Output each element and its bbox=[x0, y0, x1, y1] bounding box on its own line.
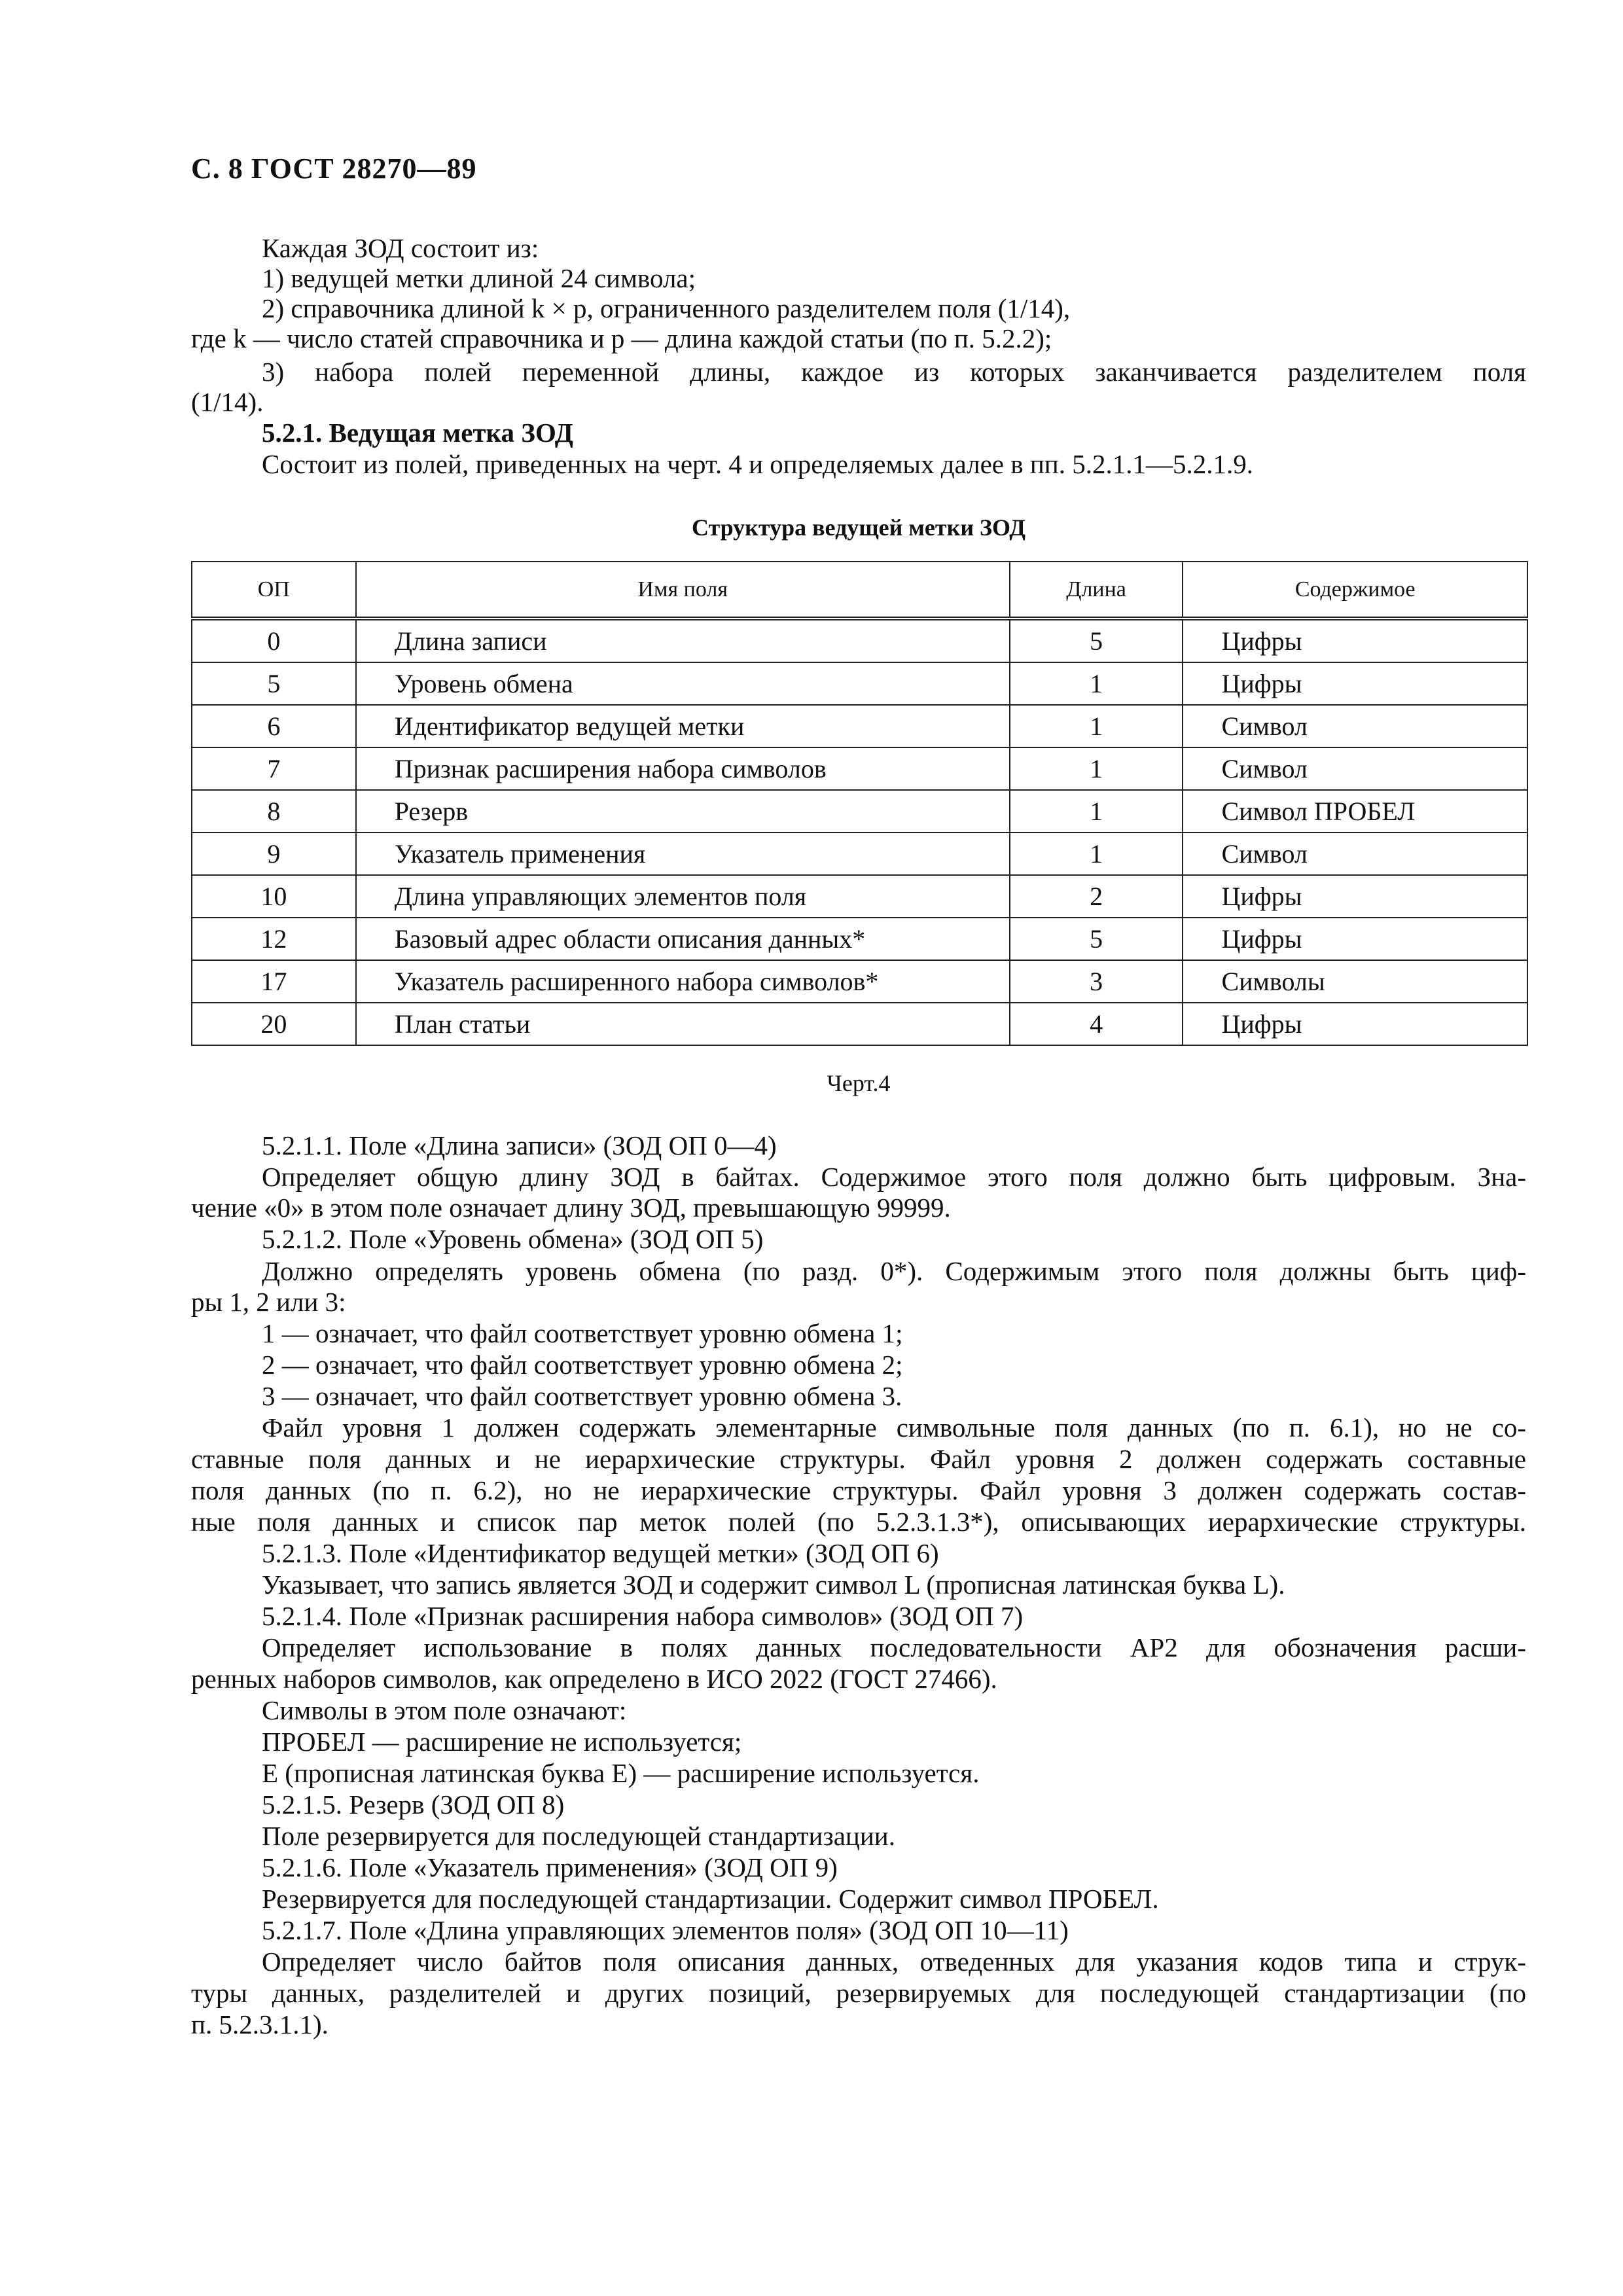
paragraph-line: (1/14). bbox=[191, 387, 264, 417]
table-row bbox=[192, 790, 1527, 833]
paragraph-line: ренных наборов символов, как определено в ИСО 2022 (ГОСТ 27466). bbox=[191, 1664, 997, 1694]
section-heading: 5.2.1.4. Поле «Признак расширения набора символов» (ЗОД ОП 7) bbox=[262, 1601, 1024, 1631]
section-heading: 5.2.1.6. Поле «Указатель применения» (ЗОД ОП 9) bbox=[262, 1852, 838, 1882]
cell-op: 0 bbox=[192, 619, 356, 662]
paragraph-line: Определяет число байтов поля описания данных, отведенных для указания кодов типа и струк- bbox=[262, 1946, 1526, 1977]
section-heading: 5.2.1.7. Поле «Длина управляющих элементов поля» (ЗОД ОП 10—11) bbox=[262, 1915, 1069, 1945]
paragraph-line: Определяет общую длину ЗОД в байтах. Содержимое этого поля должно быть цифровым. Зна- bbox=[262, 1162, 1526, 1192]
paragraph-line: ставные поля данных и не иерархические структуры. Файл уровня 2 должен содержать составные bbox=[191, 1444, 1526, 1474]
column-header-op: ОП bbox=[192, 562, 356, 619]
cell-field-name: Признак расширения набора символов bbox=[356, 747, 1010, 790]
cell-length: 1 bbox=[1010, 662, 1183, 705]
section-heading: 5.2.1.2. Поле «Уровень обмена» (ЗОД ОП 5) bbox=[262, 1224, 764, 1254]
list-item: 2) справочника длиной k × p, ограниченного разделителем поля (1/14), bbox=[262, 293, 1071, 323]
cell-content: Цифры bbox=[1183, 875, 1527, 918]
paragraph-line: Поле резервируется для последующей стандартизации. bbox=[262, 1821, 895, 1851]
cell-op: 5 bbox=[192, 662, 356, 705]
table-row bbox=[192, 747, 1527, 790]
cell-content: Символ bbox=[1183, 747, 1527, 790]
cell-op: 6 bbox=[192, 705, 356, 747]
cell-op: 12 bbox=[192, 918, 356, 960]
paragraph-line: чение «0» в этом поле означает длину ЗОД, превышающую 99999. bbox=[191, 1193, 951, 1223]
paragraph-line: Определяет использование в полях данных последовательности АР2 для обозначения расши- bbox=[262, 1632, 1526, 1662]
section-heading: 5.2.1.5. Резерв (ЗОД ОП 8) bbox=[262, 1789, 565, 1820]
cell-content: Цифры bbox=[1183, 619, 1527, 662]
cell-field-name: Указатель применения bbox=[356, 833, 1010, 875]
cell-length: 2 bbox=[1010, 875, 1183, 918]
list-item: 3 — означает, что файл соответствует уровню обмена 3. bbox=[262, 1381, 902, 1411]
paragraph-line: Должно определять уровень обмена (по разд. 0*). Содержимым этого поля должны быть циф- bbox=[262, 1256, 1526, 1286]
cell-length: 1 bbox=[1010, 705, 1183, 747]
paragraph-line: Каждая ЗОД состоит из: bbox=[262, 233, 539, 263]
paragraph-line: где k — число статей справочника и p — длина каждой статьи (по п. 5.2.2); bbox=[191, 323, 1052, 353]
cell-length: 5 bbox=[1010, 619, 1183, 662]
cell-content: Символы bbox=[1183, 960, 1527, 1003]
cell-length: 1 bbox=[1010, 747, 1183, 790]
paragraph-line: ры 1, 2 или 3: bbox=[191, 1287, 346, 1317]
cell-content: Символ ПРОБЕЛ bbox=[1183, 790, 1527, 833]
cell-op: 17 bbox=[192, 960, 356, 1003]
cell-field-name: Длина управляющих элементов поля bbox=[356, 875, 1010, 918]
table-row bbox=[192, 875, 1527, 918]
cell-field-name: Идентификатор ведущей метки bbox=[356, 705, 1010, 747]
section-heading: 5.2.1.3. Поле «Идентификатор ведущей метки» (ЗОД ОП 6) bbox=[262, 1538, 939, 1568]
paragraph-line: Файл уровня 1 должен содержать элементарные символьные поля данных (по п. 6.1), но не со- bbox=[262, 1412, 1526, 1443]
cell-op: 9 bbox=[192, 833, 356, 875]
list-item: 3) набора полей переменной длины, каждое из которых заканчивается разделителем поля bbox=[262, 357, 1526, 387]
paragraph-line: Состоит из полей, приведенных на черт. 4 и определяемых далее в пп. 5.2.1.1—5.2.1.9. bbox=[262, 449, 1253, 479]
list-item: 2 — означает, что файл соответствует уровню обмена 2; bbox=[262, 1350, 903, 1380]
figure-label: Черт.4 bbox=[827, 1070, 891, 1096]
paragraph-line: Указывает, что запись является ЗОД и содержит символ L (прописная латинская буква L). bbox=[262, 1570, 1285, 1600]
cell-field-name: План статьи bbox=[356, 1003, 1010, 1045]
cell-content: Цифры bbox=[1183, 1003, 1527, 1045]
section-heading: 5.2.1.1. Поле «Длина записи» (ЗОД ОП 0—4) bbox=[262, 1130, 777, 1160]
cell-field-name: Длина записи bbox=[356, 619, 1010, 662]
cell-field-name: Указатель расширенного набора символов* bbox=[356, 960, 1010, 1003]
list-item: 1) ведущей метки длиной 24 символа; bbox=[262, 263, 696, 293]
paragraph-line: п. 5.2.3.1.1). bbox=[191, 2009, 329, 2039]
table-row bbox=[192, 833, 1527, 875]
table-caption: Структура ведущей метки ЗОД bbox=[691, 514, 1026, 541]
column-header-length: Длина bbox=[1010, 562, 1183, 619]
cell-length: 5 bbox=[1010, 918, 1183, 960]
table-row bbox=[192, 960, 1527, 1003]
list-item: 1 — означает, что файл соответствует уровню обмена 1; bbox=[262, 1318, 903, 1348]
table-row bbox=[192, 662, 1527, 705]
table-row bbox=[192, 918, 1527, 960]
cell-length: 1 bbox=[1010, 833, 1183, 875]
cell-length: 4 bbox=[1010, 1003, 1183, 1045]
cell-op: 20 bbox=[192, 1003, 356, 1045]
column-header-content: Содержимое bbox=[1183, 562, 1527, 619]
list-item: ПРОБЕЛ — расширение не используется; bbox=[262, 1727, 742, 1757]
leader-structure-table bbox=[191, 561, 1528, 1046]
paragraph-line: туры данных, разделителей и других позиций, резервируемых для последующей стандартизации (по bbox=[191, 1978, 1526, 2008]
page-header: С. 8 ГОСТ 28270—89 bbox=[191, 152, 477, 185]
paragraph-line: поля данных (по п. 6.2), но не иерархические структуры. Файл уровня 3 должен содержать состав- bbox=[191, 1475, 1526, 1505]
table-row bbox=[192, 619, 1527, 662]
paragraph-line: ные поля данных и список пар меток полей (по 5.2.3.1.3*), описывающих иерархические структуры. bbox=[191, 1507, 1526, 1537]
cell-op: 10 bbox=[192, 875, 356, 918]
section-heading: 5.2.1. Ведущая метка ЗОД bbox=[262, 418, 574, 448]
cell-content: Символ bbox=[1183, 705, 1527, 747]
cell-field-name: Уровень обмена bbox=[356, 662, 1010, 705]
list-item: Е (прописная латинская буква Е) — расширение используется. bbox=[262, 1758, 980, 1788]
cell-length: 1 bbox=[1010, 790, 1183, 833]
cell-length: 3 bbox=[1010, 960, 1183, 1003]
table-row bbox=[192, 705, 1527, 747]
cell-field-name: Базовый адрес области описания данных* bbox=[356, 918, 1010, 960]
paragraph-line: Символы в этом поле означают: bbox=[262, 1695, 627, 1725]
cell-field-name: Резерв bbox=[356, 790, 1010, 833]
paragraph-line: Резервируется для последующей стандартизации. Содержит символ ПРОБЕЛ. bbox=[262, 1884, 1159, 1914]
cell-op: 8 bbox=[192, 790, 356, 833]
table-header-row bbox=[192, 562, 1527, 619]
cell-op: 7 bbox=[192, 747, 356, 790]
table-row bbox=[192, 1003, 1527, 1045]
cell-content: Цифры bbox=[1183, 918, 1527, 960]
column-header-field-name: Имя поля bbox=[356, 562, 1010, 619]
cell-content: Символ bbox=[1183, 833, 1527, 875]
cell-content: Цифры bbox=[1183, 662, 1527, 705]
